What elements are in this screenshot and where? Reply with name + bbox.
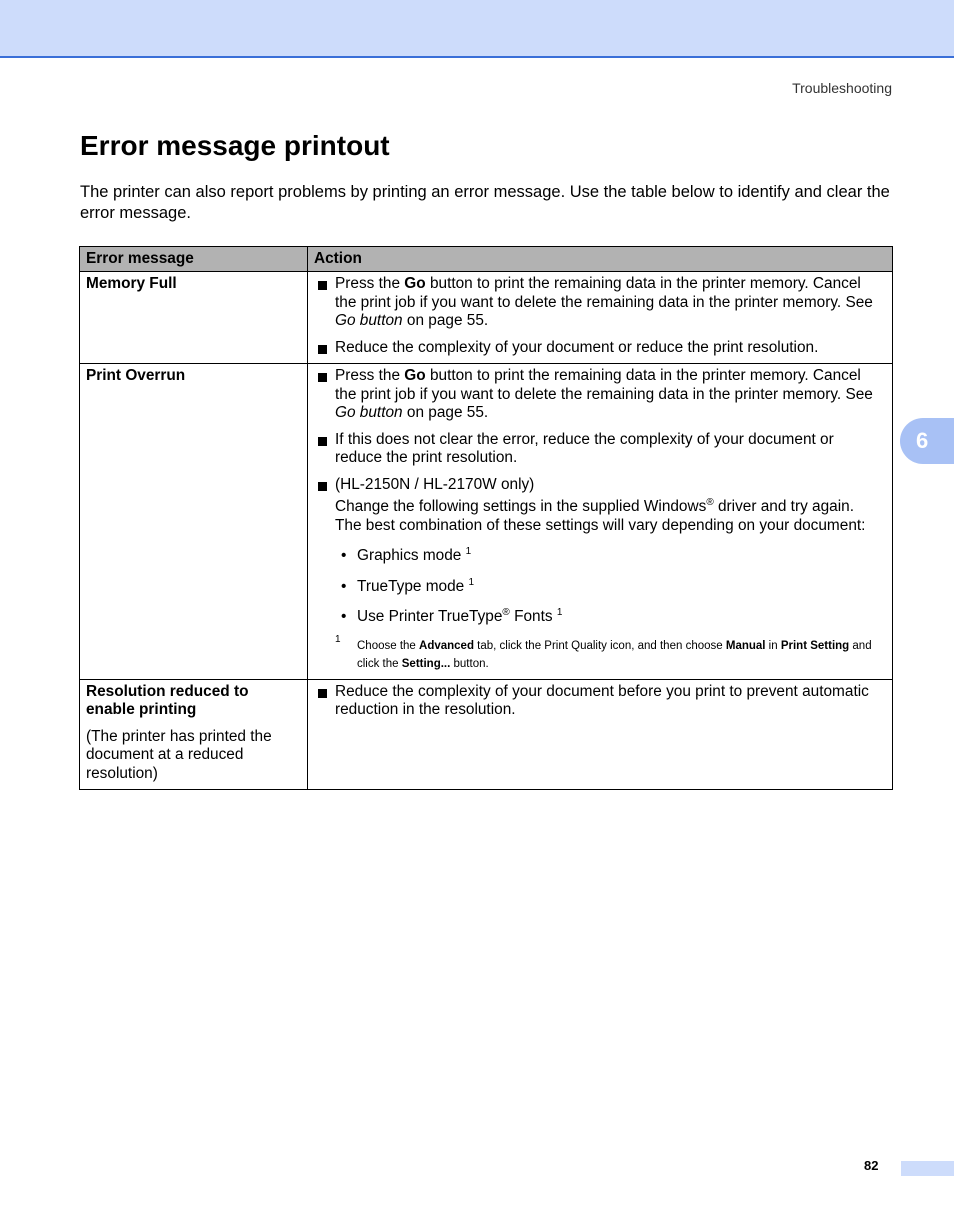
- action-bullet: Press the Go button to print the remaining data in the printer memory. Cancel the print job if you want to delete the remaining data in the printer memory. See Go button on page 55.: [316, 275, 884, 331]
- error-note: (The printer has printed the document at a reduced resolution): [86, 727, 272, 782]
- square-bullet-icon: [318, 437, 327, 446]
- error-cell: [80, 272, 308, 364]
- page-number-bar: [901, 1161, 954, 1176]
- dot-bullet-icon: •: [341, 577, 347, 595]
- action-cell: [308, 679, 893, 790]
- column-header-error-message: Error message: [80, 247, 308, 272]
- footnote-ref: 1: [556, 606, 563, 618]
- header-band: [0, 0, 954, 58]
- action-bullet: Reduce the complexity of your document before you print to prevent automatic reduction in the resolution.: [316, 683, 884, 720]
- footnote-ref: 1: [465, 545, 472, 557]
- square-bullet-icon: [318, 373, 327, 382]
- error-name: Resolution reduced to enable printing: [86, 682, 249, 718]
- action-bullet: If this does not clear the error, reduce the complexity of your document or reduce the print resolution.: [316, 431, 884, 468]
- error-cell: [80, 679, 308, 790]
- footnote-ref: 1: [468, 576, 475, 588]
- cross-reference-link[interactable]: Go button: [335, 404, 403, 421]
- model-note: (HL-2150N / HL-2170W only): [335, 475, 535, 493]
- error-cell: [80, 364, 308, 680]
- action-cell: [308, 272, 893, 364]
- table-row: [80, 272, 893, 364]
- error-message-table: [79, 246, 893, 790]
- error-name: Memory Full: [86, 275, 177, 292]
- square-bullet-icon: [318, 281, 327, 290]
- dot-bullet-icon: •: [341, 608, 347, 625]
- action-bullet: Reduce the complexity of your document or reduce the print resolution.: [316, 339, 884, 358]
- chapter-tab[interactable]: 6: [900, 418, 954, 464]
- action-bullet: [316, 476, 884, 673]
- table-row: [80, 364, 893, 680]
- registered-mark: ®: [502, 606, 510, 618]
- action-cell: [308, 364, 893, 680]
- running-header: Troubleshooting: [792, 80, 892, 96]
- go-button-label: Go: [404, 275, 426, 292]
- settings-instruction: Change the following settings in the supplied Windows® driver and try again. The best combination of these settings will vary depending on your document:: [335, 496, 866, 534]
- intro-paragraph: The printer can also report problems by printing an error message. Use the table below to identify and clear the error message.: [80, 183, 890, 222]
- column-header-action: Action: [308, 247, 893, 272]
- table-row: [80, 679, 893, 790]
- error-name: Print Overrun: [86, 367, 186, 384]
- action-bullet: Press the Go button to print the remaining data in the printer memory. Cancel the print job if you want to delete the remaining data in the printer memory. See Go button on page 55.: [316, 367, 884, 423]
- table-header-row: [80, 247, 893, 272]
- registered-mark: ®: [706, 496, 714, 508]
- footnote: 1 Choose the Advanced tab, click the Print Quality icon, and then choose Manual in Print Setting and click the Setting... button.: [335, 637, 884, 673]
- page-title: Error message printout: [80, 130, 390, 161]
- go-button-label: Go: [404, 367, 426, 384]
- footnote-number: 1: [335, 633, 341, 645]
- setting-item-truetype-mode: • TrueType mode $^1$: [341, 576, 475, 595]
- square-bullet-icon: [318, 689, 327, 698]
- square-bullet-icon: [318, 345, 327, 354]
- dot-bullet-icon: •: [341, 547, 347, 564]
- square-bullet-icon: [318, 482, 327, 491]
- setting-item-graphics-mode: • Graphics mode $^1$: [341, 545, 472, 564]
- cross-reference-link[interactable]: Go button: [335, 312, 403, 329]
- page-number: 82: [864, 1158, 879, 1173]
- setting-item-printer-truetype-fonts: • Use Printer TrueType® Fonts $^1$: [341, 606, 563, 625]
